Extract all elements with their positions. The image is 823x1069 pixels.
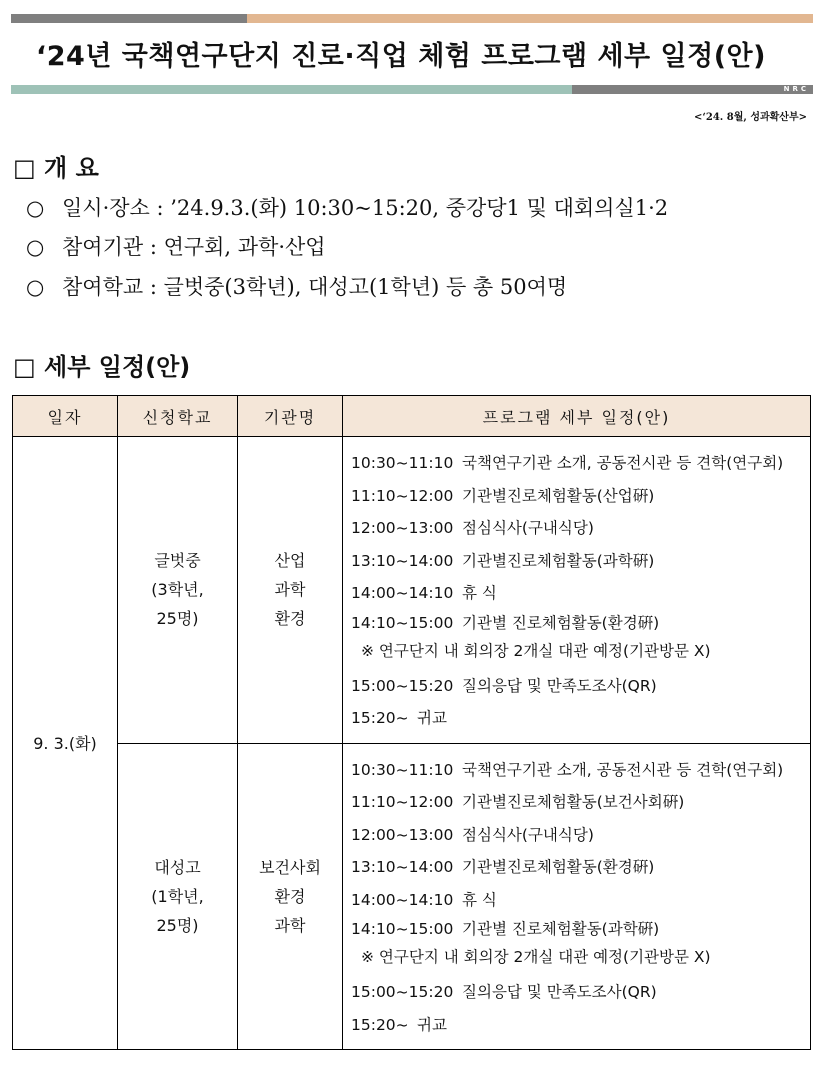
header-bar-gray bbox=[11, 14, 247, 23]
program-desc: 귀교 bbox=[417, 1015, 447, 1034]
program-time: 13:10~14:00 bbox=[351, 858, 454, 876]
overview-item-text: 참여기관 : 연구회, 과학·산업 bbox=[62, 235, 326, 259]
program-line bbox=[351, 610, 802, 636]
overview-item-text: 참여학교 : 글벗중(3학년), 대성고(1학년) 등 총 50여명 bbox=[62, 275, 568, 299]
program-desc: 기관별진로체험활동(보건사회硏) bbox=[462, 793, 685, 811]
program-line bbox=[351, 447, 802, 480]
institution-name: 보건사회 bbox=[259, 857, 321, 877]
overview-item-text: 일시·장소 : ’24.9.3.(화) 10:30~15:20, 중강당1 및 대회의실1·2 bbox=[62, 196, 669, 220]
program-line bbox=[351, 577, 802, 610]
school-count: 25명) bbox=[156, 915, 199, 935]
program-line bbox=[351, 819, 802, 852]
col-header-date: 일자 bbox=[13, 396, 118, 437]
program-cell bbox=[343, 437, 811, 744]
program-time: 12:00~13:00 bbox=[351, 825, 454, 844]
program-desc: 점심식사(구내식당) bbox=[462, 519, 594, 537]
schedule-table bbox=[12, 395, 811, 1050]
program-desc: 국책연구기관 소개, 공동전시관 등 견학(연구회) bbox=[462, 760, 784, 779]
program-desc: 휴 식 bbox=[462, 584, 497, 602]
program-time: 14:00~14:10 bbox=[351, 890, 454, 909]
program-time: 15:20~ bbox=[351, 1015, 409, 1034]
program-desc: 기관별진로체험활동(과학硏) bbox=[462, 551, 655, 570]
program-time: 14:10~15:00 bbox=[351, 613, 454, 632]
program-desc: 휴 식 bbox=[462, 890, 497, 909]
program-line bbox=[351, 754, 802, 787]
program-desc: 질의응답 및 만족도조사(QR) bbox=[462, 676, 657, 695]
program-time: 12:00~13:00 bbox=[351, 519, 454, 537]
overview-item-datetime bbox=[26, 192, 668, 222]
program-time: 13:10~14:00 bbox=[351, 551, 454, 570]
program-time: 10:30~11:10 bbox=[351, 454, 454, 472]
nrc-logo: NRC bbox=[783, 85, 809, 93]
institution-cell bbox=[238, 743, 343, 1050]
program-line bbox=[351, 480, 802, 513]
overview-item-schools bbox=[26, 271, 567, 301]
program-line bbox=[351, 1009, 802, 1042]
program-time: 15:00~15:20 bbox=[351, 983, 454, 1001]
header-bar-tan bbox=[247, 14, 813, 23]
program-desc: ※ 연구단지 내 회의장 2개실 대관 예정(기관방문 X) bbox=[361, 641, 711, 660]
table-header-row bbox=[13, 396, 811, 437]
schedule-heading: □ 세부 일정(안) bbox=[13, 353, 191, 381]
bullet-circle-icon: ○ bbox=[26, 196, 45, 220]
table-row bbox=[13, 437, 811, 744]
program-time: 15:20~ bbox=[351, 709, 409, 727]
bullet-circle-icon: ○ bbox=[26, 275, 45, 299]
program-time: 11:10~12:00 bbox=[351, 793, 454, 811]
program-time: 10:30~11:10 bbox=[351, 760, 454, 779]
school-grade: (1학년, bbox=[151, 886, 204, 906]
school-cell bbox=[118, 743, 238, 1050]
institution-cell bbox=[238, 437, 343, 744]
school-count: 25명) bbox=[156, 609, 199, 629]
program-note bbox=[351, 636, 802, 670]
overview-heading: □ 개 요 bbox=[13, 154, 99, 182]
program-line bbox=[351, 545, 802, 578]
program-time: 11:10~12:00 bbox=[351, 486, 454, 505]
col-header-school: 신청학교 bbox=[118, 396, 238, 437]
institution-name: 산업 bbox=[274, 551, 306, 571]
school-cell bbox=[118, 437, 238, 744]
institution-name: 환경 bbox=[274, 886, 306, 906]
date-cell: 9. 3.(화) bbox=[13, 437, 118, 1050]
institution-name: 과학 bbox=[274, 580, 306, 600]
program-desc: 기관별 진로체험활동(환경硏) bbox=[462, 613, 660, 632]
program-cell bbox=[343, 743, 811, 1050]
program-time: 14:00~14:10 bbox=[351, 584, 454, 602]
program-line bbox=[351, 670, 802, 703]
program-desc: ※ 연구단지 내 회의장 2개실 대관 예정(기관방문 X) bbox=[361, 948, 711, 966]
page-title: ‘24년 국책연구단지 진로·직업 체험 프로그램 세부 일정(안) bbox=[36, 41, 766, 72]
table-row bbox=[13, 743, 811, 1050]
program-line bbox=[351, 786, 802, 819]
program-desc: 점심식사(구내식당) bbox=[462, 825, 594, 844]
bullet-circle-icon: ○ bbox=[26, 235, 45, 259]
program-time: 15:00~15:20 bbox=[351, 676, 454, 695]
program-desc: 기관별진로체험활동(산업硏) bbox=[462, 486, 655, 505]
col-header-program: 프로그램 세부 일정(안) bbox=[343, 396, 811, 437]
school-name: 대성고 bbox=[154, 857, 201, 877]
program-desc: 귀교 bbox=[417, 709, 447, 727]
school-name: 글벗중 bbox=[154, 551, 201, 571]
header-bar-green bbox=[11, 85, 572, 94]
program-line bbox=[351, 702, 802, 735]
program-line bbox=[351, 884, 802, 917]
program-desc: 기관별진로체험활동(환경硏) bbox=[462, 858, 655, 876]
program-line bbox=[351, 916, 802, 942]
program-desc: 국책연구기관 소개, 공동전시관 등 견학(연구회) bbox=[462, 454, 784, 472]
header-bar-gray-right bbox=[572, 85, 813, 94]
program-line bbox=[351, 851, 802, 884]
program-line bbox=[351, 512, 802, 545]
school-grade: (3학년, bbox=[151, 580, 204, 600]
col-header-institution: 기관명 bbox=[238, 396, 343, 437]
institution-name: 환경 bbox=[274, 609, 306, 629]
program-desc: 기관별 진로체험활동(과학硏) bbox=[462, 920, 660, 938]
source-note: <‘24. 8월, 성과확산부> bbox=[694, 112, 807, 123]
program-time: 14:10~15:00 bbox=[351, 920, 454, 938]
overview-item-institutions bbox=[26, 231, 326, 261]
program-desc: 질의응답 및 만족도조사(QR) bbox=[462, 983, 657, 1001]
program-note bbox=[351, 942, 802, 976]
institution-name: 과학 bbox=[274, 915, 306, 935]
program-line bbox=[351, 976, 802, 1009]
